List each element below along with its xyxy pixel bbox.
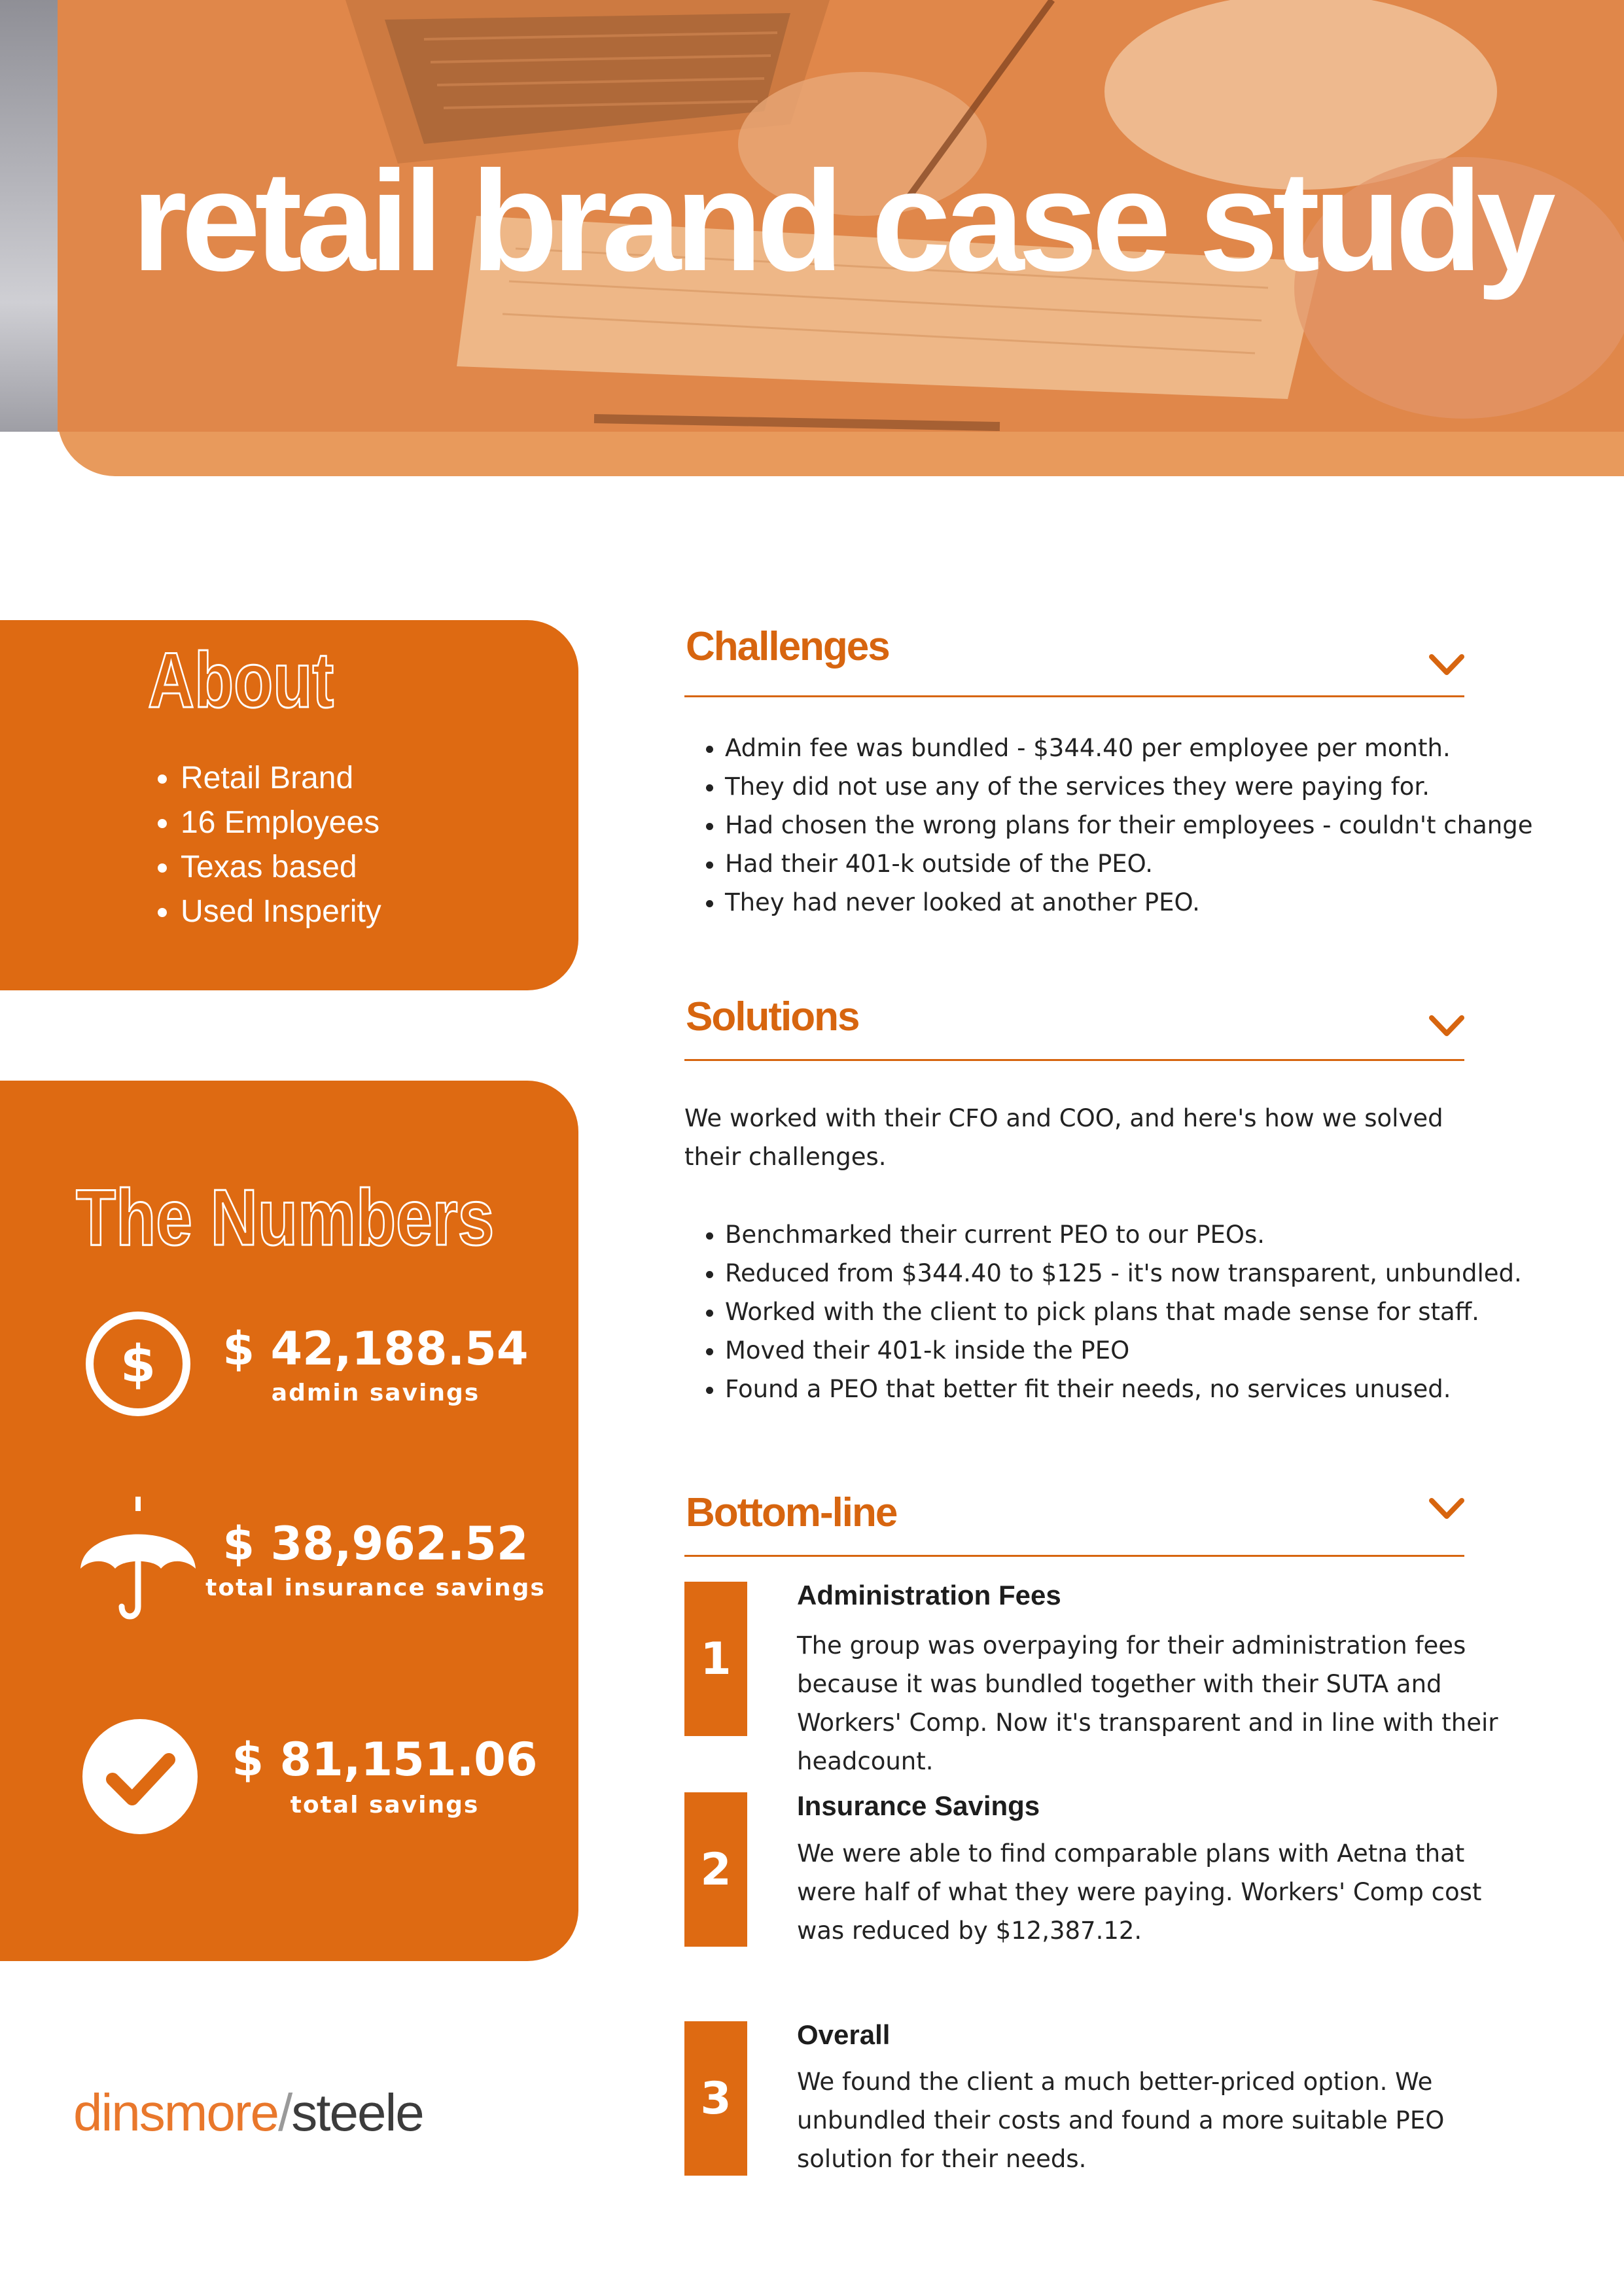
challenges-list <box>684 729 1532 922</box>
umbrella-icon <box>77 1497 199 1625</box>
step-heading: Overall <box>797 2019 891 2050</box>
about-list <box>137 756 381 934</box>
solutions-intro: We worked with their CFO and COO, and here's how we solved their challenges. <box>684 1104 1443 1171</box>
total-savings-label: total savings <box>290 1792 480 1818</box>
about-item: • 16 Employees <box>181 801 381 845</box>
admin-savings-value: $ 42,188.54 <box>222 1322 529 1376</box>
about-item: • Used Insperity <box>181 890 381 934</box>
total-savings-value: $ 81,151.06 <box>232 1733 538 1786</box>
insurance-savings-label: total insurance savings <box>205 1574 546 1601</box>
step-body: We found the client a much better-priced option. We unbundled their costs and found a more suitable PEO solution for their needs. <box>797 2068 1445 2173</box>
about-item: • Retail Brand <box>181 756 381 801</box>
step-number-box: 1 <box>684 1582 747 1736</box>
dollar-icon <box>84 1310 192 1418</box>
solution-item: • Reduced from $344.40 to $125 - it's now transparent, unbundled. <box>725 1254 1522 1293</box>
brand-part2: steele <box>291 2083 423 2142</box>
solution-item: • Benchmarked their current PEO to our PEOs. <box>725 1215 1522 1254</box>
brand-part1: dinsmore <box>73 2083 279 2142</box>
numbers-title: The Numbers <box>76 1173 495 1262</box>
checkmark-icon <box>82 1719 198 1834</box>
solution-item: • Worked with the client to pick plans that made sense for staff. <box>725 1293 1522 1331</box>
hero-photo-edge <box>0 0 58 432</box>
chevron-down-icon[interactable] <box>1428 1014 1466 1037</box>
bottom-line-divider <box>684 1555 1464 1557</box>
about-item: • Texas based <box>181 845 381 890</box>
step-heading: Administration Fees <box>797 1580 1061 1610</box>
step-body: The group was overpaying for their administration fees because it was bundled together with their SUTA and Workers' Comp. Now it's transparent and in line with their headcount. <box>797 1631 1498 1775</box>
about-title: About <box>148 636 334 724</box>
challenge-item: • Admin fee was bundled - $344.40 per employee per month. <box>725 729 1532 767</box>
challenges-divider <box>684 695 1464 697</box>
challenge-item: • Had their 401-k outside of the PEO. <box>725 844 1532 883</box>
svg-text:$: $ <box>120 1335 156 1394</box>
step-number-box: 3 <box>684 2021 747 2176</box>
challenges-title: Challenges <box>686 624 889 669</box>
bottom-line-title: Bottom-line <box>686 1490 897 1535</box>
chevron-down-icon[interactable] <box>1428 1497 1466 1520</box>
step-number-box: 2 <box>684 1792 747 1947</box>
step-body: We were able to find comparable plans with Aetna that were half of what they were paying. Workers' Comp cost was reduced by $12,387.12. <box>797 1839 1482 1945</box>
solution-item: • Found a PEO that better fit their needs, no services unused. <box>725 1370 1522 1408</box>
insurance-savings-value: $ 38,962.52 <box>222 1517 529 1571</box>
challenge-item: • They had never looked at another PEO. <box>725 883 1532 922</box>
solution-item: • Moved their 401-k inside the PEO <box>725 1331 1522 1370</box>
page-title: retail brand case study <box>132 142 1550 301</box>
challenge-item: • Had chosen the wrong plans for their employees - couldn't change <box>725 806 1532 844</box>
challenge-item: • They did not use any of the services they were paying for. <box>725 767 1532 806</box>
brand-slash: / <box>278 2083 292 2142</box>
solutions-divider <box>684 1059 1464 1061</box>
admin-savings-label: admin savings <box>271 1380 480 1406</box>
solutions-list <box>684 1215 1522 1408</box>
brand-logo <box>73 2083 423 2142</box>
step-heading: Insurance Savings <box>797 1790 1040 1821</box>
chevron-down-icon[interactable] <box>1428 653 1466 676</box>
solutions-title: Solutions <box>686 994 859 1039</box>
